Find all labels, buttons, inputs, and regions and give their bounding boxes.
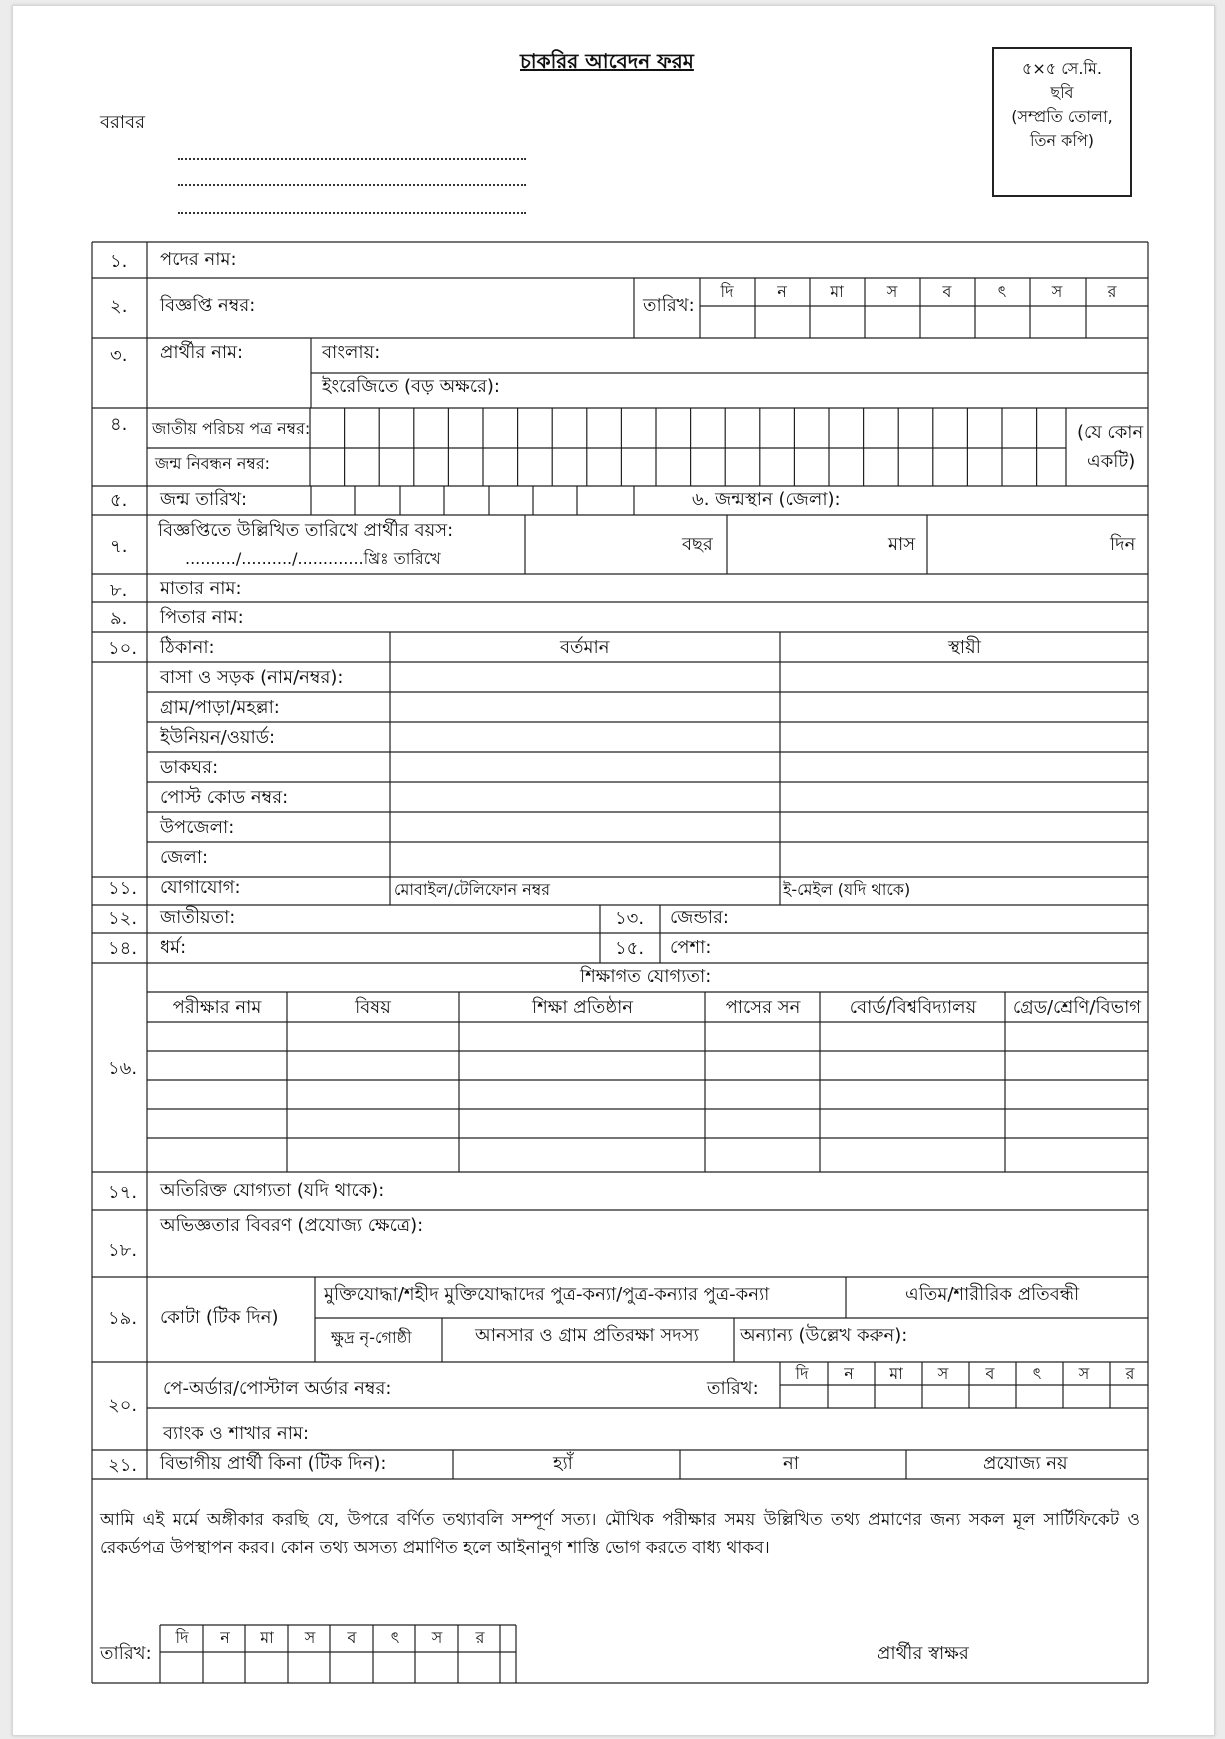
dob-label: জন্ম তারিখ: [160,489,248,510]
date-letter-5: ৎ [1032,1364,1042,1383]
date-letter-0: দি [175,1628,189,1647]
age-days: দিন [1110,534,1136,555]
name-bangla-label: বাংলায়: [322,342,381,363]
departmental-label: বিভাগীয় প্রার্থী কিনা (টিক দিন): [160,1453,387,1474]
date-letter-5: ৎ [390,1628,400,1647]
contact-label: যোগাযোগ: [160,877,241,898]
date-letter-6: স [431,1628,443,1647]
date-letter-1: ন [220,1628,230,1647]
row-11-number: ১১. [108,878,138,899]
education-title: শিক্ষাগত যোগ্যতা: [580,966,712,987]
row-16-number: ১৬. [108,1058,138,1079]
permanent-address-header: স্থায়ী [948,637,981,658]
row-15-number: ১৫. [615,938,645,959]
date-letter-0: দি [720,282,734,301]
row-12-number: ১২. [108,908,138,929]
date-letter-4: ব [347,1628,357,1647]
applicant-name-label: প্রার্থীর নাম: [160,342,244,363]
date-letter-2: মা [889,1364,903,1383]
date-letter-4: ব [942,282,952,301]
departmental-na[interactable]: প্রযোজ্য নয় [983,1453,1068,1474]
quota-orphan-disabled: এতিম/শারীরিক প্রতিবন্ধী [905,1284,1080,1305]
address-field-post-office: ডাকঘর: [160,757,219,778]
circular-number-label: বিজ্ঞপ্তি নম্বর: [160,295,256,316]
bank-branch-label: ব্যাংক ও শাখার নাম: [163,1423,310,1444]
date-letter-0: দি [795,1364,809,1383]
present-address-header: বর্তমান [560,637,610,658]
date-letter-4: ব [985,1364,995,1383]
birth-reg-label: জন্ম নিবন্ধন নম্বর: [155,454,271,473]
footer-date-label: তারিখ: [100,1643,152,1664]
email-label: ই-মেইল (যদি থাকে) [783,880,911,899]
row-14-number: ১৪. [108,938,138,959]
quota-other: অন্যান্য (উল্লেখ করুন): [740,1325,908,1346]
row-3-number: ৩. [110,345,128,366]
date-letter-3: স [886,282,898,301]
occupation-label: পেশা: [670,937,712,958]
edu-col-pass-year: পাসের সন [725,997,801,1018]
date-letter-6: স [1051,282,1063,301]
age-label: বিজ্ঞপ্তিতে উল্লিখিত তারিখে প্রার্থীর বয়স: [158,520,454,541]
row-20-number: ২০. [108,1395,138,1416]
post-name-label: পদের নাম: [160,249,237,270]
extra-qualification-label: অতিরিক্ত যোগ্যতা (যদি থাকে): [160,1180,385,1201]
date-letter-7: র [1125,1364,1135,1383]
pay-order-label: পে-অর্ডার/পোস্টাল অর্ডার নম্বর: [163,1378,392,1399]
age-years: বছর [682,534,713,555]
age-months: মাস [888,534,916,555]
row-9-number: ৯. [110,608,128,629]
photo-box-text: ৫×৫ সে.মি. ছবি (সম্প্রতি তোলা, তিন কপি) [1011,59,1113,150]
quota-ansar: আনসার ও গ্রাম প্রতিরক্ষা সদস্য [475,1325,699,1346]
either-one-note-2: একটি) [1087,451,1136,472]
date-letter-3: স [304,1628,316,1647]
row-8-number: ৮. [110,580,128,601]
to-label: বরাবর [100,112,146,133]
departmental-yes[interactable]: হ্যাঁ [553,1453,573,1474]
edu-col-board: বোর্ড/বিশ্ববিদ্যালয় [849,997,977,1018]
address-field-village: গ্রাম/পাড়া/মহল্লা: [160,697,280,718]
mother-name-label: মাতার নাম: [160,578,242,599]
row-17-number: ১৭. [108,1182,138,1203]
date-letter-2: মা [830,282,844,301]
edu-col-subject: বিষয় [355,997,391,1018]
edu-col-institution: শিক্ষা প্রতিষ্ঠান [531,997,634,1018]
row-18-number: ১৮. [108,1240,138,1261]
date-letter-1: ন [777,282,787,301]
mobile-label: মোবাইল/টেলিফোন নম্বর [394,880,551,899]
row-4-number: ৪. [110,414,128,435]
date-letter-3: স [937,1364,949,1383]
address-label: ঠিকানা: [160,637,215,658]
date-letter-6: স [1078,1364,1090,1383]
date-letter-7: র [475,1628,485,1647]
father-name-label: পিতার নাম: [160,607,244,628]
row-1-number: ১. [110,251,128,272]
age-date-line: ........../........../.............খ্রিঃ তারিখে [185,549,441,568]
circular-date-label: তারিখ: [643,295,695,316]
address-field-union: ইউনিয়ন/ওয়ার্ড: [160,727,276,748]
departmental-no[interactable]: না [783,1453,799,1474]
name-english-label: ইংরেজিতে (বড় অক্ষরে): [322,376,500,397]
either-one-note: (যে কোন [1077,422,1144,443]
address-field-post-code: পোস্ট কোড নম্বর: [160,787,289,808]
row-2-number: ২. [110,296,128,317]
date-letter-5: ৎ [997,282,1007,301]
edu-col-exam: পরীক্ষার নাম [172,997,262,1018]
birthplace-label: ৬. জন্মস্থান (জেলা): [692,489,841,510]
nid-label: জাতীয় পরিচয় পত্র নম্বর: [152,419,311,438]
experience-label: অভিজ্ঞতার বিবরণ (প্রযোজ্য ক্ষেত্রে): [160,1215,424,1236]
date-letter-2: মা [260,1628,274,1647]
gender-label: জেন্ডার: [670,907,729,928]
quota-ethnic-minority: ক্ষুদ্র নৃ-গোষ্ঠী [331,1328,412,1347]
row-5-number: ৫. [110,490,128,511]
address-field-upazila: উপজেলা: [160,817,235,838]
address-field-house: বাসা ও সড়ক (নাম/নম্বর): [160,667,344,688]
nationality-label: জাতীয়তা: [160,907,236,928]
form-title: চাকরির আবেদন ফরম [520,49,694,73]
quota-label: কোটা (টিক দিন) [160,1307,279,1328]
row-13-number: ১৩. [615,908,645,929]
religion-label: ধর্ম: [160,937,187,958]
row-19-number: ১৯. [108,1308,138,1329]
date-letter-1: ন [844,1364,854,1383]
date-letter-7: র [1107,282,1117,301]
quota-freedom-fighter: মুক্তিযোদ্ধা/শহীদ মুক্তিযোদ্ধাদের পুত্র-কন্যা/পুত্র-কন্যার পুত্র-কন্যা [324,1284,770,1305]
row-21-number: ২১. [108,1455,138,1476]
signature-label: প্রার্থীর স্বাক্ষর [877,1643,969,1664]
pay-order-date-label: তারিখ: [707,1378,759,1399]
row-10-number: ১০. [108,638,138,659]
edu-col-grade: গ্রেড/শ্রেণি/বিভাগ [1012,997,1142,1018]
row-7-number: ৭. [110,536,128,557]
declaration-text: আমি এই মর্মে অঙ্গীকার করছি যে, উপরে বর্ণিত তথ্যাবলি সম্পূর্ণ সত্য। মৌখিক পরীক্ষার সময় উল্লিখিত তথ্য প্রমাণের জন্য সকল মূল সার্টিফিকেট ও রেকর্ডপত্র উপস্থাপন করব। কোন তথ্য অসত্য প্রমাণিত হলে আইনানুগ শাস্তি ভোগ করতে বাধ্য থাকব। [100,1510,1140,1558]
address-field-district: জেলা: [160,847,209,868]
